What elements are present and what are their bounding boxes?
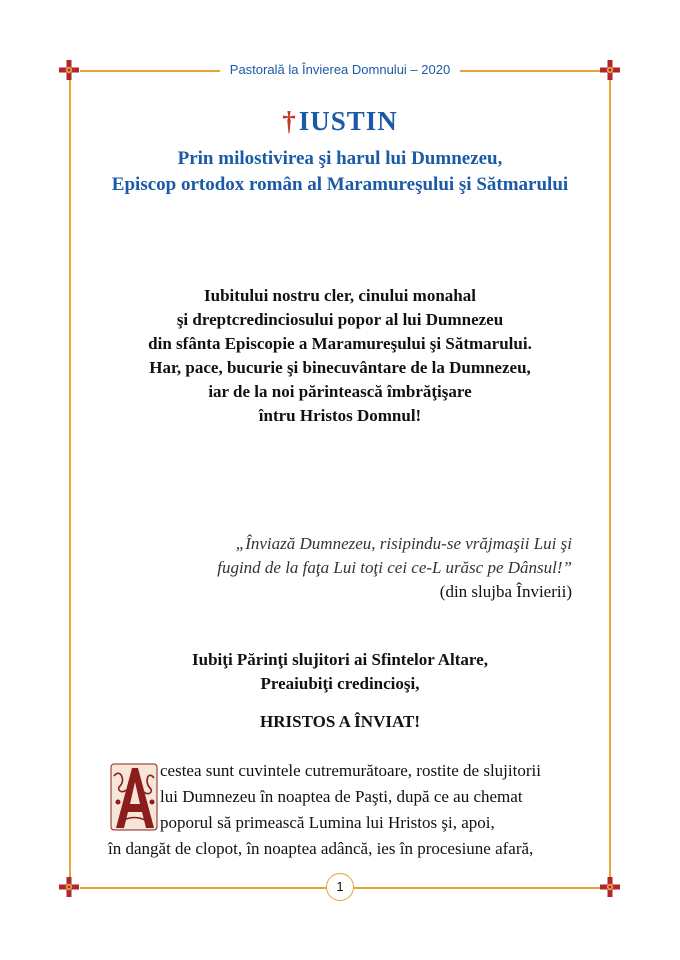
address-line: Preaiubiţi credincioşi, xyxy=(260,674,420,693)
greeting-line: întru Hristos Domnul! xyxy=(258,406,422,425)
frame-right-line xyxy=(609,80,611,877)
body-line: poporul să primească Lumina lui Hristos şi, apoi, xyxy=(160,813,495,832)
address-block xyxy=(0,648,680,696)
running-header xyxy=(0,62,680,77)
bishop-subtitle xyxy=(0,146,680,198)
greeting-line: şi dreptcredinciosului popor al lui Dumnezeu xyxy=(176,310,504,329)
frame-left-line xyxy=(69,80,71,877)
body-line: lui Dumnezeu în noaptea de Paşti, după ce au chemat xyxy=(160,787,523,806)
body-line: în dangăt de clopot, în noaptea adâncă, ies în procesiune afară, xyxy=(108,839,534,858)
corner-cross-icon xyxy=(599,876,621,898)
running-header-title: Pastorală la Învierea Domnului – 2020 xyxy=(220,62,460,77)
epigraph xyxy=(217,532,572,604)
greeting-line: iar de la noi părintească îmbrăţişare xyxy=(208,382,472,401)
bishop-name: IUSTIN xyxy=(298,106,398,136)
subtitle-line: Episcop ortodox român al Maramureşului şi Sătmarului xyxy=(111,174,569,195)
greeting-block xyxy=(0,284,680,428)
greeting-line: Iubitului nostru cler, cinului monahal xyxy=(204,286,476,305)
epigraph-line: „Înviază Dumnezeu, risipindu-se vrăjmaşii Lui şi xyxy=(235,534,572,553)
body-paragraph xyxy=(108,758,572,862)
greeting-line: din sfânta Episcopie a Maramureşului şi Sătmarului. xyxy=(148,334,532,353)
subtitle-line: Prin milostivirea şi harul lui Dumnezeu, xyxy=(177,148,503,169)
paschal-greeting: HRISTOS A ÎNVIAT! xyxy=(260,712,420,731)
epigraph-line: fugind de la faţa Lui toţi cei ce-L urăsc pe Dânsul!” xyxy=(217,558,572,577)
page-number: 1 xyxy=(326,873,354,901)
epigraph-source: (din slujba Învierii) xyxy=(439,582,572,601)
corner-cross-icon xyxy=(58,876,80,898)
dagger-mark: † xyxy=(282,106,297,136)
address-line: Iubiţi Părinţi slujitori ai Sfintelor Altare, xyxy=(192,650,488,669)
body-line: cestea sunt cuvintele cutremurătoare, rostite de slujitorii xyxy=(160,761,541,780)
bishop-title xyxy=(0,106,680,137)
greeting-line: Har, pace, bucurie şi binecuvântare de la Dumnezeu, xyxy=(149,358,531,377)
